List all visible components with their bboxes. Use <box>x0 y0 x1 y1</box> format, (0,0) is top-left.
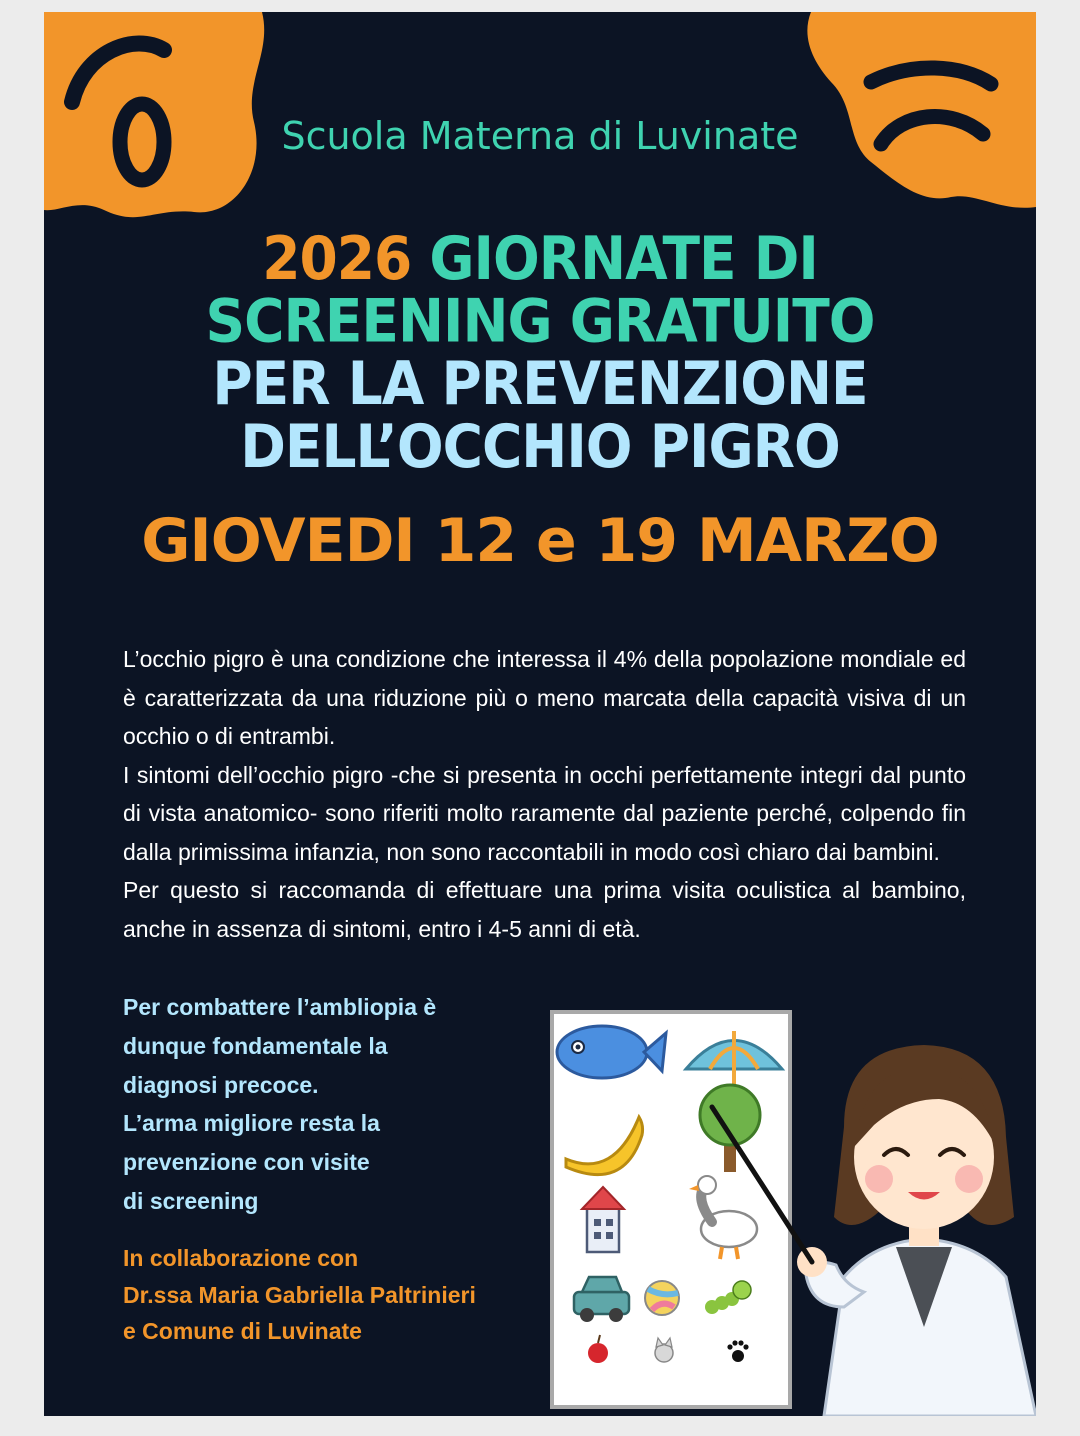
collaboration-line: Dr.ssa Maria Gabriella Paltrinieri <box>123 1281 476 1308</box>
highlight-line: di screening <box>123 1187 259 1214</box>
event-dates: GIOVEDI 12 e 19 MARZO <box>141 506 939 576</box>
headline-line-1 <box>44 223 1036 293</box>
collaboration-credits <box>123 1240 563 1350</box>
school-name: Scuola Materna di Luvinate <box>281 114 799 158</box>
highlight-line: prevenzione con visite <box>123 1149 370 1176</box>
collaboration-line: e Comune di Luvinate <box>123 1318 362 1344</box>
headline-line-2: SCREENING GRATUITO <box>205 286 875 356</box>
headline-year: 2026 <box>262 223 412 293</box>
headline-line-4: DELL’OCCHIO PIGRO <box>240 411 840 481</box>
highlight-message <box>123 988 543 1221</box>
highlight-line: dunque fondamentale la <box>123 1032 388 1059</box>
highlight-line: Per combattere l’ambliopia è <box>123 994 437 1020</box>
highlight-line: L’arma migliore resta la <box>123 1110 380 1137</box>
ball-icon <box>645 1281 679 1315</box>
body-text <box>123 640 966 948</box>
highlight-line: diagnosi precoce. <box>123 1071 319 1098</box>
collaboration-line: In collaborazione con <box>123 1245 359 1271</box>
body-paragraph-3: Per questo si raccomanda di effettuare una prima visita oculistica al bambino, anche in assenza di sintomi, entro i 4-5 anni di età. <box>123 877 966 942</box>
body-paragraph-2: I sintomi dell’occhio pigro -che si presenta in occhi perfettamente integri dal punto di vista anatomico- sono riferiti molto raramente dal paziente perché, colpendo fin dalla primissima infanzia, non sono raccontabili in modo così chiaro dai bambini. <box>123 761 966 865</box>
headline-line-1-rest: GIORNATE DI <box>411 223 818 293</box>
corner-decoration-right <box>801 12 1036 212</box>
doctor-icon <box>797 1045 1036 1416</box>
body-paragraph-1: L’occhio pigro è una condizione che interessa il 4% della popolazione mondiale ed è caratterizzata da una riduzione più o meno marcata della capacità visiva di un occhio o di entrambi. <box>123 646 966 749</box>
poster <box>44 12 1036 1416</box>
headline-line-3: PER LA PREVENZIONE <box>212 349 868 419</box>
headline <box>44 223 1036 481</box>
doctor-eye-chart-illustration <box>544 1007 1036 1416</box>
